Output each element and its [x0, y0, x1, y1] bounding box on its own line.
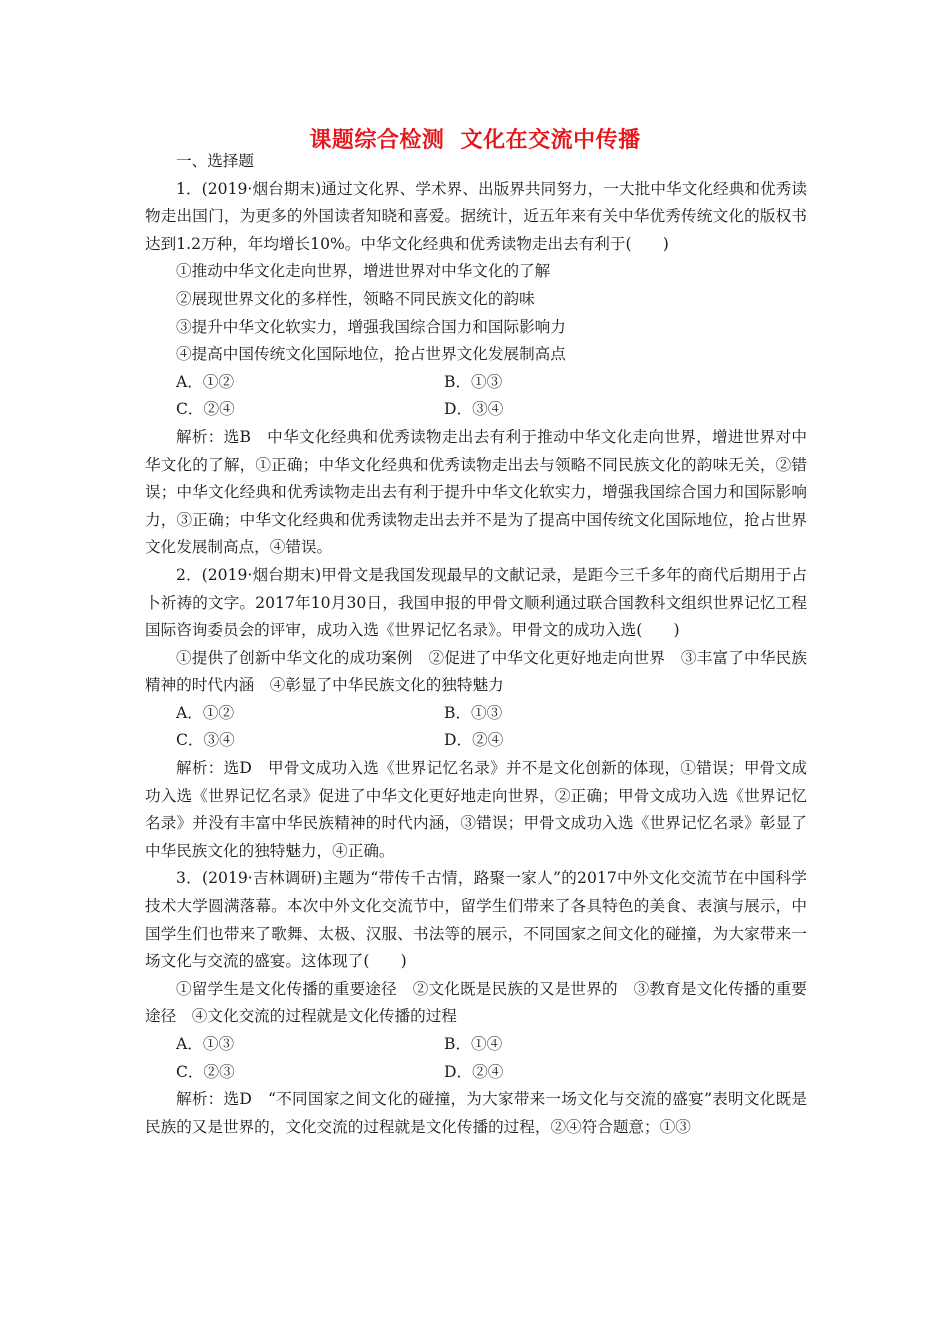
question-1-item-2: ②展现世界文化的多样性，领略不同民族文化的韵味	[176, 289, 535, 308]
question-3-option-a: A．①③	[176, 1035, 235, 1053]
question-2-items: ①提供了创新中华文化的成功案例 ②促进了中华文化更好地走向世界 ③丰富了中华民族精神的时代内涵 ④彰显了中华民族文化的独特魅力	[145, 648, 807, 695]
question-2-option-a: A．①②	[176, 703, 235, 722]
question-1-options-row-2	[145, 396, 807, 424]
question-1-options-row-1	[145, 369, 807, 397]
question-2-options-row-1	[145, 700, 807, 728]
question-2-options-row-2	[145, 727, 807, 755]
document-body	[145, 148, 807, 1141]
question-2-stem: 2．(2019·烟台期末)甲骨文是我国发现最早的文献记录，是距今三千多年的商代后期用于占卜祈祷的文字。2017年10月30日，我国申报的甲骨文顺利通过联合国教科文组织世界记忆工程国际咨询委员会的评审，成功入选《世界记忆名录》。甲骨文的成功入选( )	[145, 565, 807, 640]
section-heading: 一、选择题	[176, 152, 254, 170]
question-2-option-c: C．③④	[176, 731, 235, 750]
question-3-options-row-1	[145, 1031, 807, 1059]
question-1-stem: 1．(2019·烟台期末)通过文化界、学术界、出版界共同努力，一大批中华文化经典和优秀读物走出国门，为更多的外国读者知晓和喜爱。据统计，近五年来有关中华优秀传统文化的版权书达到1.2万种，年均增长10%。中华文化经典和优秀读物走出去有利于( )	[145, 179, 807, 253]
question-1-option-a: A．①②	[176, 372, 235, 391]
question-2-option-d: D．②④	[444, 731, 504, 750]
question-1-item-3: ③提升中华文化软实力，增强我国综合国力和国际影响力	[176, 317, 566, 336]
question-3-options-row-2	[145, 1059, 807, 1087]
question-2-analysis: 解析：选D 甲骨文成功入选《世界记忆名录》并不是文化创新的体现，①错误；甲骨文成功入选《世界记忆名录》促进了中华文化更好地走向世界，②正确；甲骨文成功入选《世界记忆名录》并没有丰富中华民族精神的时代内涵，③错误；甲骨文成功入选《世界记忆名录》彰显了中华民族文化的独特魅力，④正确。	[145, 759, 807, 860]
question-3-option-d: D．②④	[444, 1062, 504, 1081]
question-3-analysis: 解析：选D “不同国家之间文化的碰撞，为大家带来一场文化与交流的盛宴”表明文化既是民族的又是世界的，文化交流的过程就是文化传播的过程，②④符合题意；①③	[145, 1090, 807, 1136]
question-1-item-1: ①推动中华文化走向世界，增进世界对中华文化的了解	[176, 262, 551, 281]
question-1-option-d: D．③④	[444, 400, 504, 419]
question-2-option-b: B．①③	[444, 703, 503, 722]
question-1-item-4: ④提高中国传统文化国际地位，抢占世界文化发展制高点	[176, 345, 566, 364]
question-1-analysis: 解析：选B 中华文化经典和优秀读物走出去有利于推动中华文化走向世界，增进世界对中华文化的了解，①正确；中华文化经典和优秀读物走出去与领略不同民族文化的韵味无关，②错误；中华文化经典和优秀读物走出去有利于提升中华文化软实力，增强我国综合国力和国际影响力，③正确；中华文化经典和优秀读物走出去并不是为了提高中国传统文化国际地位，抢占世界文化发展制高点，④错误。	[145, 427, 807, 557]
page-title: 课题综合检测 文化在交流中传播	[309, 128, 641, 153]
question-3-items: ①留学生是文化传播的重要途径 ②文化既是民族的又是世界的 ③教育是文化传播的重要途径 ④文化交流的过程就是文化传播的过程	[145, 979, 807, 1026]
question-3-stem: 3．(2019·吉林调研)主题为“带传千古情，路聚一家人”的2017中外文化交流节在中国科学技术大学圆满落幕。本次中外文化交流节中，留学生们带来了各具特色的美食、表演与展示，中国学生们也带来了歌舞、太极、汉服、书法等的展示，不同国家之间文化的碰撞，为大家带来一场文化与交流的盛宴。这体现了( )	[145, 869, 807, 971]
question-3-option-b: B．①④	[444, 1035, 503, 1053]
question-3-option-c: C．②③	[176, 1062, 235, 1081]
question-1-option-c: C．②④	[176, 400, 235, 419]
question-1-option-b: B．①③	[444, 372, 503, 391]
